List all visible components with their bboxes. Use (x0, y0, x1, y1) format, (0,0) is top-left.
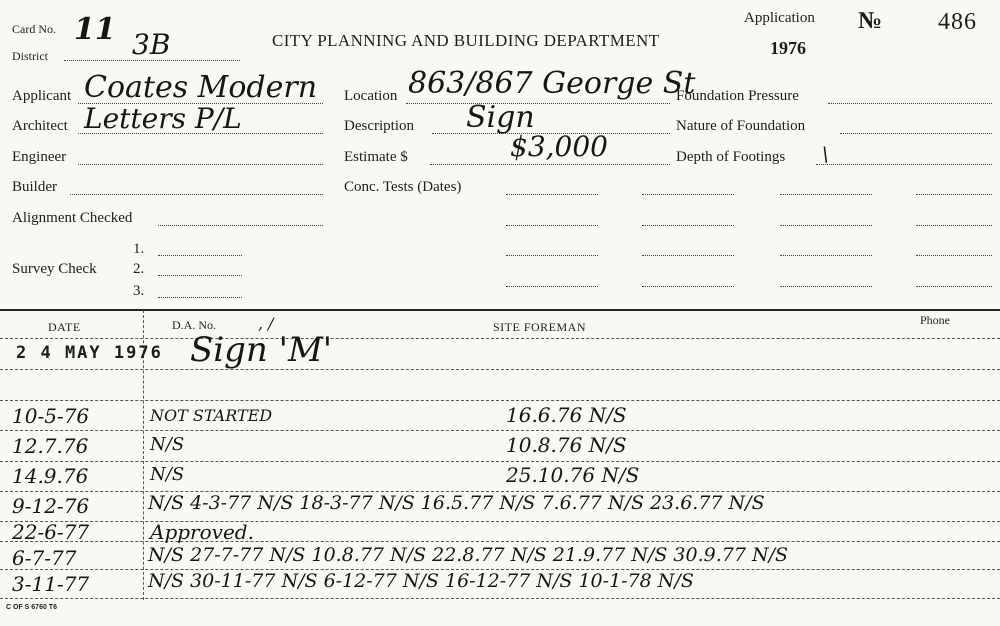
estimate-value: $3,000 (510, 130, 608, 163)
log-row-text: N/S 4-3-77 N/S 18-3-77 N/S 16.5.77 N/S 7.6.77 N/S 23.6.77 N/S (148, 492, 765, 514)
form-code: C OF S 6760 T6 (6, 604, 57, 611)
alignment-label: Alignment Checked (12, 210, 133, 226)
department-title: CITY PLANNING AND BUILDING DEPARTMENT (272, 31, 660, 50)
record-card: Card No. 11 District 3B CITY PLANNING AND BUILDING DEPARTMENT Application 1976 № 486 Applicant Coates Modern Architect Letters P/L Engineer Builder Alignment Checked Survey Check 1. 2. 3. Location 863/867 George St Description Sign Estimate $ $3,000 Conc. Tests (Dates) Foundation Pressure Nature of Foundation Depth of Footings \ DATE D.A. No. , / SITE FOREMAN Phone 2 4 MAY 1976 Sign 'M' 10-5-76 NOT STARTED 16.6.76 N/S 12.7.76 N/S 10.8.76 N/S 14.9.76 N/S 25.10.76 N/S 9-12-76 N/S 4-3-77 N/S 18-3-77 N/S 16.5.77 N/S 7.6.77 N/S 23.6.77 N/S 22-6-77 Approved. 6-7-77 N/S 27-7-77 N/S 10.8.77 N/S 22.8.77 N/S 21.9.77 N/S 30.9.77 N/S 3-11-77 N/S 30-11-77 N/S 6-12-77 N/S 16-12-77 N/S 10-1-78 N/S C OF S 6760 T6 (0, 0, 1000, 626)
description-value: Sign (466, 100, 535, 135)
depth-value: \ (822, 142, 829, 166)
log-row-date: 14.9.76 (12, 464, 89, 488)
log-row-followup: 16.6.76 N/S (506, 403, 627, 427)
depth-of-footings-label: Depth of Footings (676, 149, 786, 165)
district-value: 3B (132, 28, 171, 61)
log-row-date: 10-5-76 (12, 404, 90, 428)
survey-number-2: 2. (133, 261, 145, 277)
log-row-text: NOT STARTED (150, 406, 273, 425)
application-number: 486 (938, 9, 977, 35)
log-row-date: 6-7-77 (12, 546, 77, 570)
architect-value: Letters P/L (84, 102, 242, 135)
applicant-label: Applicant (12, 88, 72, 104)
phone-column-header: Phone (920, 313, 950, 327)
application-year: 1976 (770, 38, 806, 58)
log-row-followup: 10.8.76 N/S (506, 433, 627, 457)
survey-number-3: 3. (133, 283, 145, 299)
log-row-text: N/S 27-7-77 N/S 10.8.77 N/S 22.8.77 N/S 21.9.77 N/S 30.9.77 N/S (148, 544, 789, 566)
log-row-text: N/S 30-11-77 N/S 6-12-77 N/S 16-12-77 N/S 10-1-78 N/S (148, 570, 694, 592)
date-column-header: DATE (48, 320, 81, 334)
description-label: Description (344, 118, 414, 134)
log-row-text: N/S (150, 434, 185, 455)
survey-check-label: Survey Check (12, 261, 97, 277)
applicant-value: Coates Modern (84, 70, 318, 105)
conc-tests-label: Conc. Tests (Dates) (344, 179, 462, 195)
entry-title: Sign 'M' (190, 330, 333, 370)
survey-number-1: 1. (133, 241, 145, 257)
log-row-text: Approved. (150, 520, 254, 544)
site-foreman-column-header: SITE FOREMAN (493, 320, 587, 334)
foundation-pressure-label: Foundation Pressure (676, 88, 799, 104)
number-symbol: № (858, 8, 883, 34)
card-no-label: Card No. (12, 22, 56, 36)
card-no-value: 11 (74, 12, 116, 47)
log-row-date: 22-6-77 (12, 520, 90, 544)
engineer-label: Engineer (12, 149, 67, 165)
received-date-stamp: 2 4 MAY 1976 (16, 343, 163, 363)
application-label: Application (744, 10, 815, 26)
estimate-label: Estimate $ (344, 149, 408, 165)
log-row-date: 9-12-76 (12, 494, 90, 518)
nature-of-foundation-label: Nature of Foundation (676, 118, 806, 134)
log-row-text: N/S (150, 464, 185, 485)
location-value: 863/867 George St (408, 66, 696, 101)
builder-label: Builder (12, 179, 57, 195)
location-label: Location (344, 88, 398, 104)
log-row-date: 12.7.76 (12, 434, 89, 458)
da-no-column-header: D.A. No. (172, 318, 216, 332)
district-label: District (12, 49, 48, 63)
log-row-followup: 25.10.76 N/S (506, 463, 640, 487)
log-row-date: 3-11-77 (12, 572, 90, 596)
architect-label: Architect (12, 118, 68, 134)
